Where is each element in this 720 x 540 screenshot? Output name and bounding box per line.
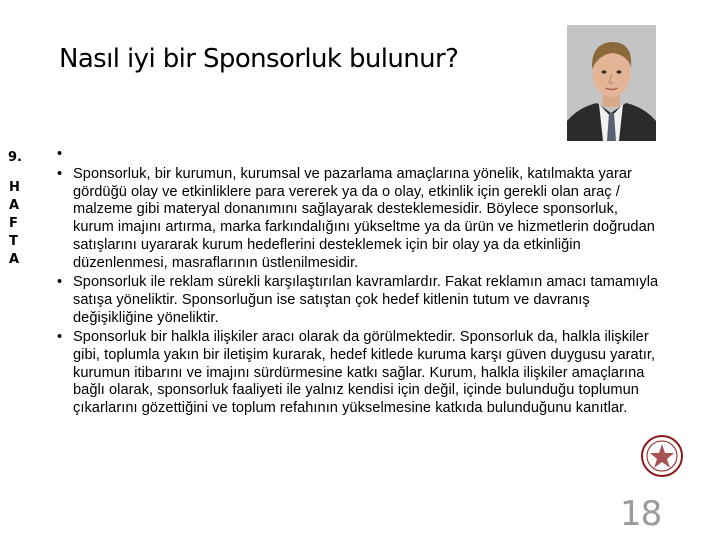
week-label-letter: A	[9, 198, 20, 213]
portrait-image	[567, 25, 656, 141]
week-label-letter: A	[9, 252, 20, 267]
week-label-letter: H	[9, 180, 20, 195]
bullet-item-public-relations: • Sponsorluk bir halkla ilişkiler aracı olarak da görülmektedir. Sponsorluk da, halkla ilişkiler gibi, toplumla yakın bir iletişim kurarak, hedef kitlede kuruma karşı güven duygusu yaratır, kurumun itibarını ve imajını sürdürmesine katkı sağlar. Kurum, halkla ilişkiler amaçlarına bağlı olarak, sponsorluk faaliyeti ile yalnız kendisi için değil, içinde bulunduğu toplumun çıkarlarını gözettiğini ve toplum refahının yükselmesine katkıda bulunduğunu kanıtlar.	[56, 329, 661, 418]
week-label	[8, 179, 22, 269]
bullet-item-empty	[56, 146, 661, 164]
slide-title: Nasıl iyi bir Sponsorluk bulunur?	[59, 44, 459, 74]
page-number: 18	[620, 494, 662, 534]
university-seal-icon	[640, 434, 684, 478]
bullet-item-advertising-comparison: • Sponsorluk ile reklam sürekli karşılaştırılan kavramlardır. Fakat reklamın amacı tamamıyla satışa yöneliktir. Sponsorluğun ise satıştan çok hedef kitlenin tutum ve davranış değişikliğine yöneliktir.	[56, 274, 661, 327]
slide-body	[56, 146, 661, 420]
bullet-list	[56, 146, 661, 418]
week-number: 9.	[8, 150, 22, 165]
presenter-photo	[567, 25, 656, 141]
week-label-letter: T	[9, 234, 18, 249]
bullet-item-definition: • Sponsorluk, bir kurumun, kurumsal ve pazarlama amaçlarına yönelik, katılmakta yarar gördüğü olay ve etkinliklere para vererek ya da o olay, etkinlik için gerekli olan araç / malzeme gibi materyal donanımını sağlayarak desteklemesidir. Böylece sponsorluk, kurum imajını artırma, marka farkındalığını yükseltme ya da ürün ve hizmetlerin doğrudan satışlarını uyararak kurum hedeflerini desteklemek için bir olay ya da etkinliğin düzenlenmesi, masraflarının üstlenilmesidir.	[56, 166, 661, 272]
week-indicator	[8, 150, 22, 269]
week-label-letter: F	[9, 216, 18, 231]
